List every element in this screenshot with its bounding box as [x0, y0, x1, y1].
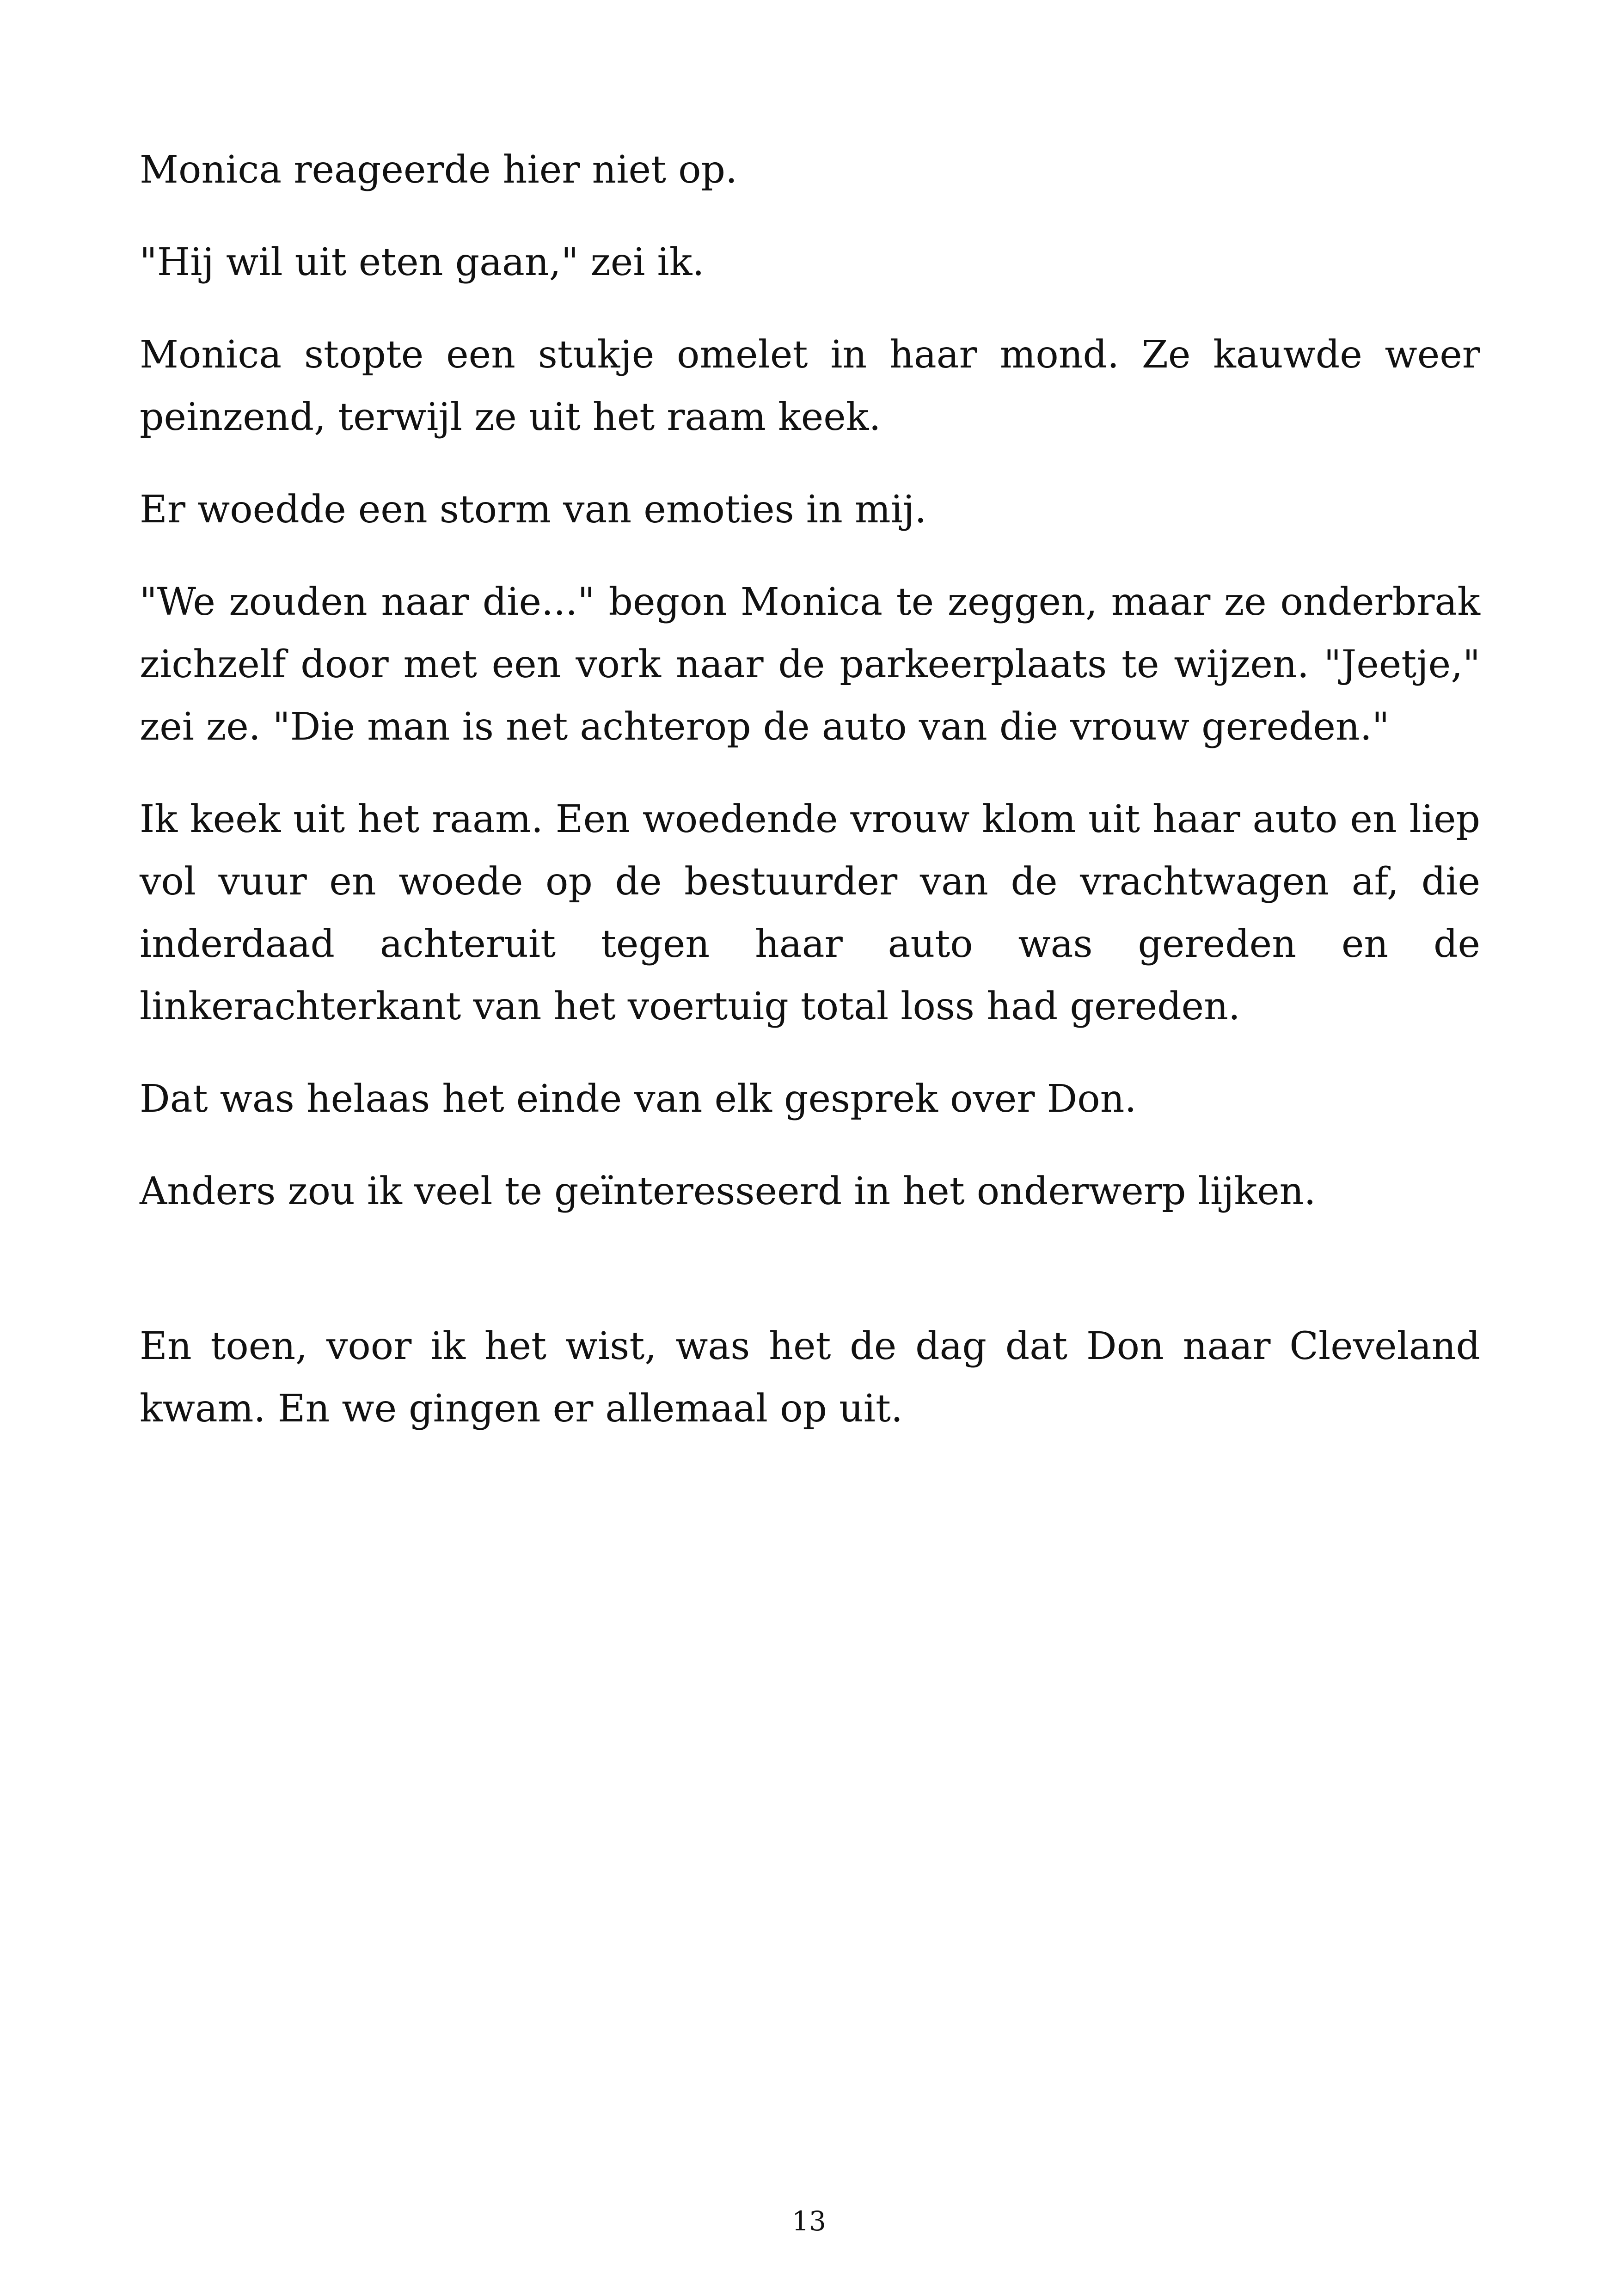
- paragraph-7: Dat was helaas het einde van elk gesprek over Don.: [140, 1077, 1137, 1121]
- paragraph-1: Monica reageerde hier niet op.: [140, 148, 738, 192]
- paragraph-2: "Hij wil uit eten gaan," zei ik.: [140, 240, 705, 284]
- paragraph-9: En toen, voor ik het wist, was het de dag dat Don naar Cleveland kwam. En we gingen er allemaal op uit.: [140, 1324, 1480, 1431]
- paragraph-3: Monica stopte een stukje omelet in haar mond. Ze kauwde weer peinzend, terwijl ze uit het raam keek.: [140, 333, 1480, 439]
- paragraph-6: Ik keek uit het raam. Een woedende vrouw klom uit haar auto en liep vol vuur en woede op de bestuurder van de vrachtwagen af, die inderdaad achteruit tegen haar auto was gereden en de linkerachterkant van het voertuig total loss had gereden.: [140, 797, 1480, 1029]
- paragraph-5: "We zouden naar die..." begon Monica te zeggen, maar ze onderbrak zichzelf door met een vork naar de parkeerplaats te wijzen. "Jeetje," zei ze. "Die man is net achterop de auto van die vrouw gereden.": [140, 580, 1480, 749]
- paragraph-8: Anders zou ik veel te geïnteresseerd in het onderwerp lijken.: [140, 1169, 1316, 1213]
- page-number: 13: [792, 2205, 826, 2237]
- body-text: [140, 139, 1480, 1470]
- paragraph-4: Er woedde een storm van emoties in mij.: [140, 488, 927, 532]
- section-break: [140, 1253, 1480, 1315]
